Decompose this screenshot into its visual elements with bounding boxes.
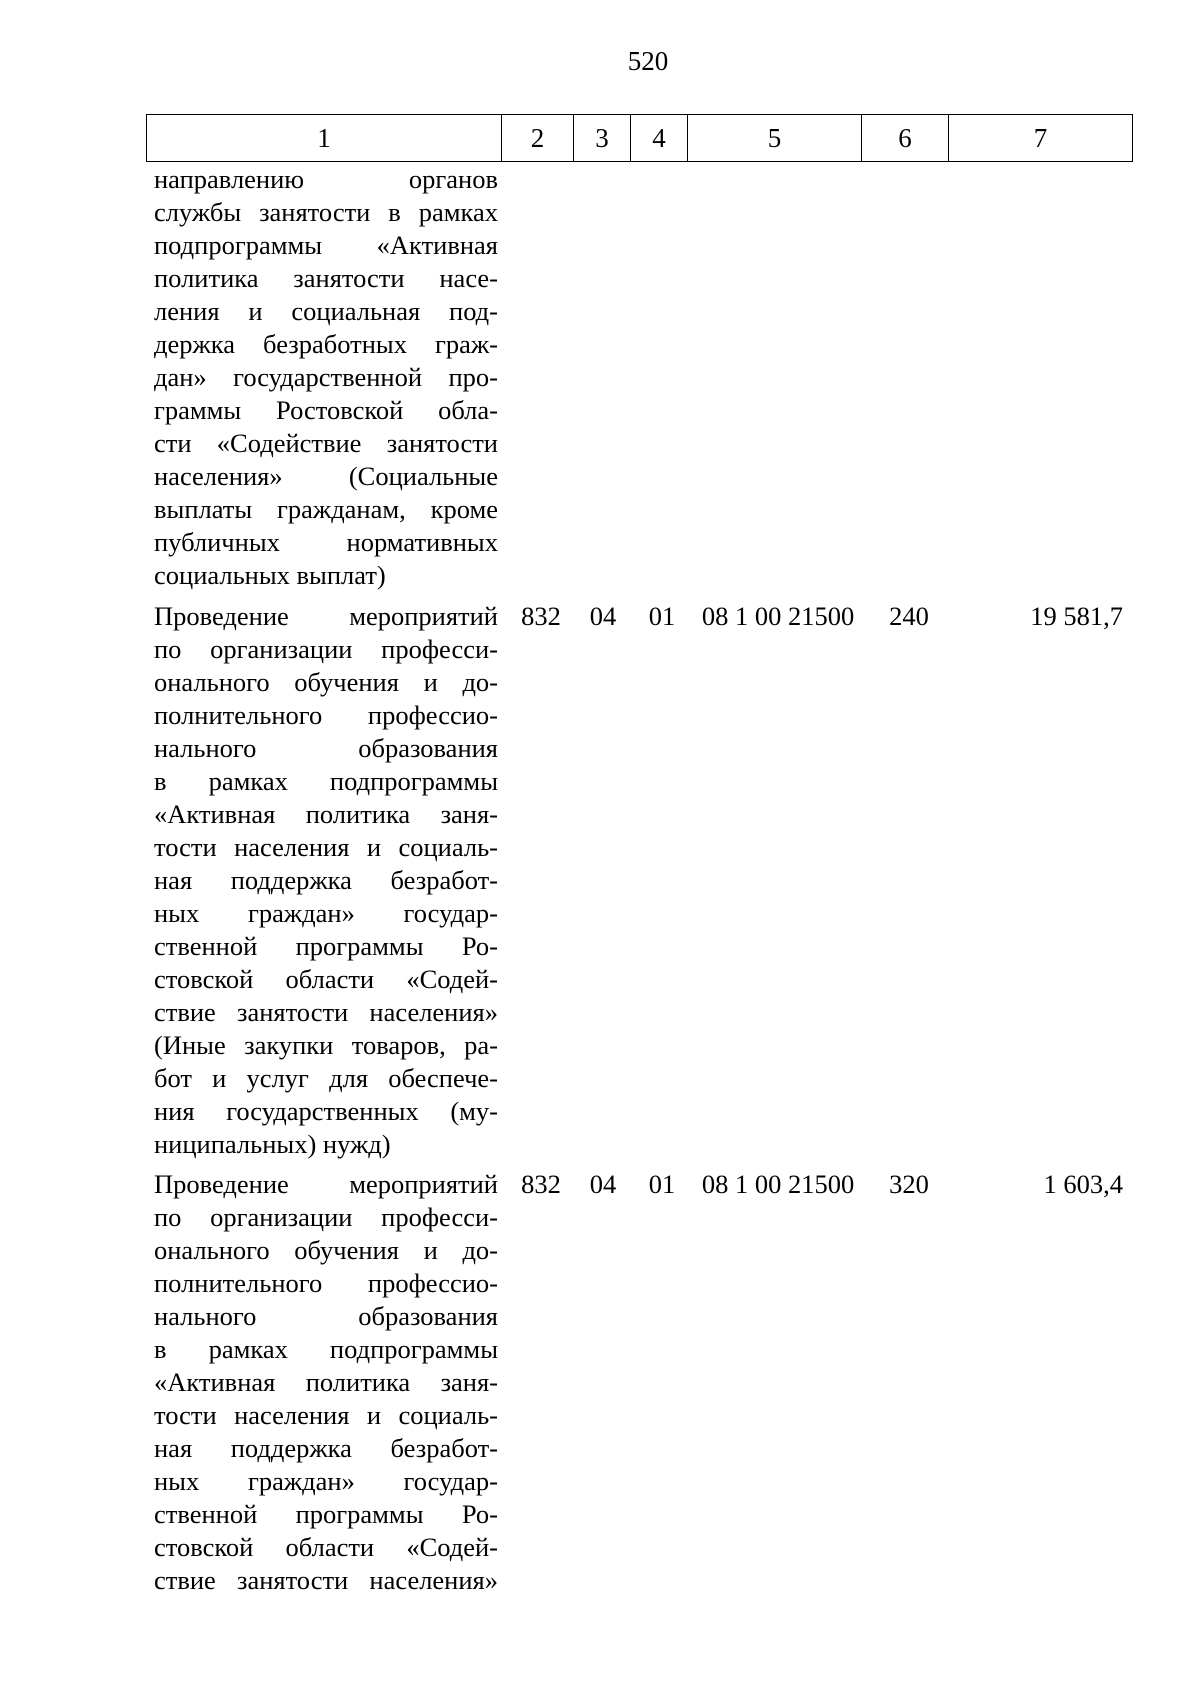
description-line: социальных выплат) (154, 560, 386, 590)
column-header-4: 4 (631, 115, 688, 162)
description-line: онального обучения и до- (154, 1235, 498, 1265)
row-description (154, 163, 498, 592)
description-line: нального образования (154, 733, 498, 763)
column-header-6: 6 (862, 115, 949, 162)
description-line: сти «Содействие занятости (154, 428, 498, 458)
description-line: ления и социальная под- (154, 296, 498, 326)
description-line: населения» (Социальные (154, 461, 498, 491)
row-description (154, 1168, 498, 1597)
description-line: Проведение мероприятий (154, 601, 498, 631)
description-line: стовской области «Содей- (154, 964, 498, 994)
description-line: политика занятости насе- (154, 263, 498, 293)
description-line: ствие занятости населения» (154, 997, 498, 1027)
column-header-3: 3 (574, 115, 631, 162)
cell-target-article: 08 1 00 21500 (701, 1169, 855, 1199)
column-header-table (146, 114, 1133, 162)
cell-amount: 19 581,7 (1030, 601, 1123, 631)
cell-ministry-code: 832 (521, 601, 561, 631)
cell-subsection-code: 01 (648, 601, 676, 631)
description-line: тости населения и социаль- (154, 1400, 498, 1430)
column-header-2: 2 (502, 115, 574, 162)
description-line: ных граждан» государ- (154, 898, 498, 928)
description-line: нального образования (154, 1301, 498, 1331)
description-line: подпрограммы «Активная (154, 230, 498, 260)
description-line: выплаты гражданам, кроме (154, 494, 498, 524)
description-line: ственной программы Ро- (154, 931, 498, 961)
description-line: полнительного профессио- (154, 700, 498, 730)
cell-ministry-code: 832 (521, 1169, 561, 1199)
description-line: стовской области «Содей- (154, 1532, 498, 1562)
description-line: ствие занятости населения» (154, 1565, 498, 1595)
cell-expense-type: 240 (889, 601, 929, 631)
description-line: ная поддержка безработ- (154, 1433, 498, 1463)
description-line: службы занятости в рамках (154, 197, 498, 227)
cell-amount: 1 603,4 (1043, 1169, 1123, 1199)
description-line: онального обучения и до- (154, 667, 498, 697)
description-line: ная поддержка безработ- (154, 865, 498, 895)
cell-section-code: 04 (589, 1169, 617, 1199)
description-line: «Активная политика заня- (154, 1367, 498, 1397)
description-line: ных граждан» государ- (154, 1466, 498, 1496)
page-number: 520 (627, 46, 669, 76)
description-line: держка безработных граж- (154, 329, 498, 359)
description-line: в рамках подпрограммы (154, 766, 498, 796)
cell-expense-type: 320 (889, 1169, 929, 1199)
description-line: Проведение мероприятий (154, 1169, 498, 1199)
description-line: граммы Ростовской обла- (154, 395, 498, 425)
description-line: ниципальных) нужд) (154, 1129, 391, 1159)
description-line: бот и услуг для обеспече- (154, 1063, 498, 1093)
description-line: ственной программы Ро- (154, 1499, 498, 1529)
column-header-7: 7 (949, 115, 1133, 162)
cell-section-code: 04 (589, 601, 617, 631)
description-line: по организации професси- (154, 1202, 498, 1232)
description-line: направлению органов (154, 164, 498, 194)
row-description (154, 600, 498, 1161)
description-line: публичных нормативных (154, 527, 498, 557)
description-line: тости населения и социаль- (154, 832, 498, 862)
description-line: в рамках подпрограммы (154, 1334, 498, 1364)
description-line: «Активная политика заня- (154, 799, 498, 829)
column-header-1: 1 (147, 115, 502, 162)
description-line: полнительного профессио- (154, 1268, 498, 1298)
description-line: по организации професси- (154, 634, 498, 664)
cell-target-article: 08 1 00 21500 (701, 601, 855, 631)
description-line: ния государственных (му- (154, 1096, 498, 1126)
description-line: дан» государственной про- (154, 362, 498, 392)
column-header-5: 5 (688, 115, 862, 162)
description-line: (Иные закупки товаров, ра- (154, 1030, 498, 1060)
cell-subsection-code: 01 (648, 1169, 676, 1199)
